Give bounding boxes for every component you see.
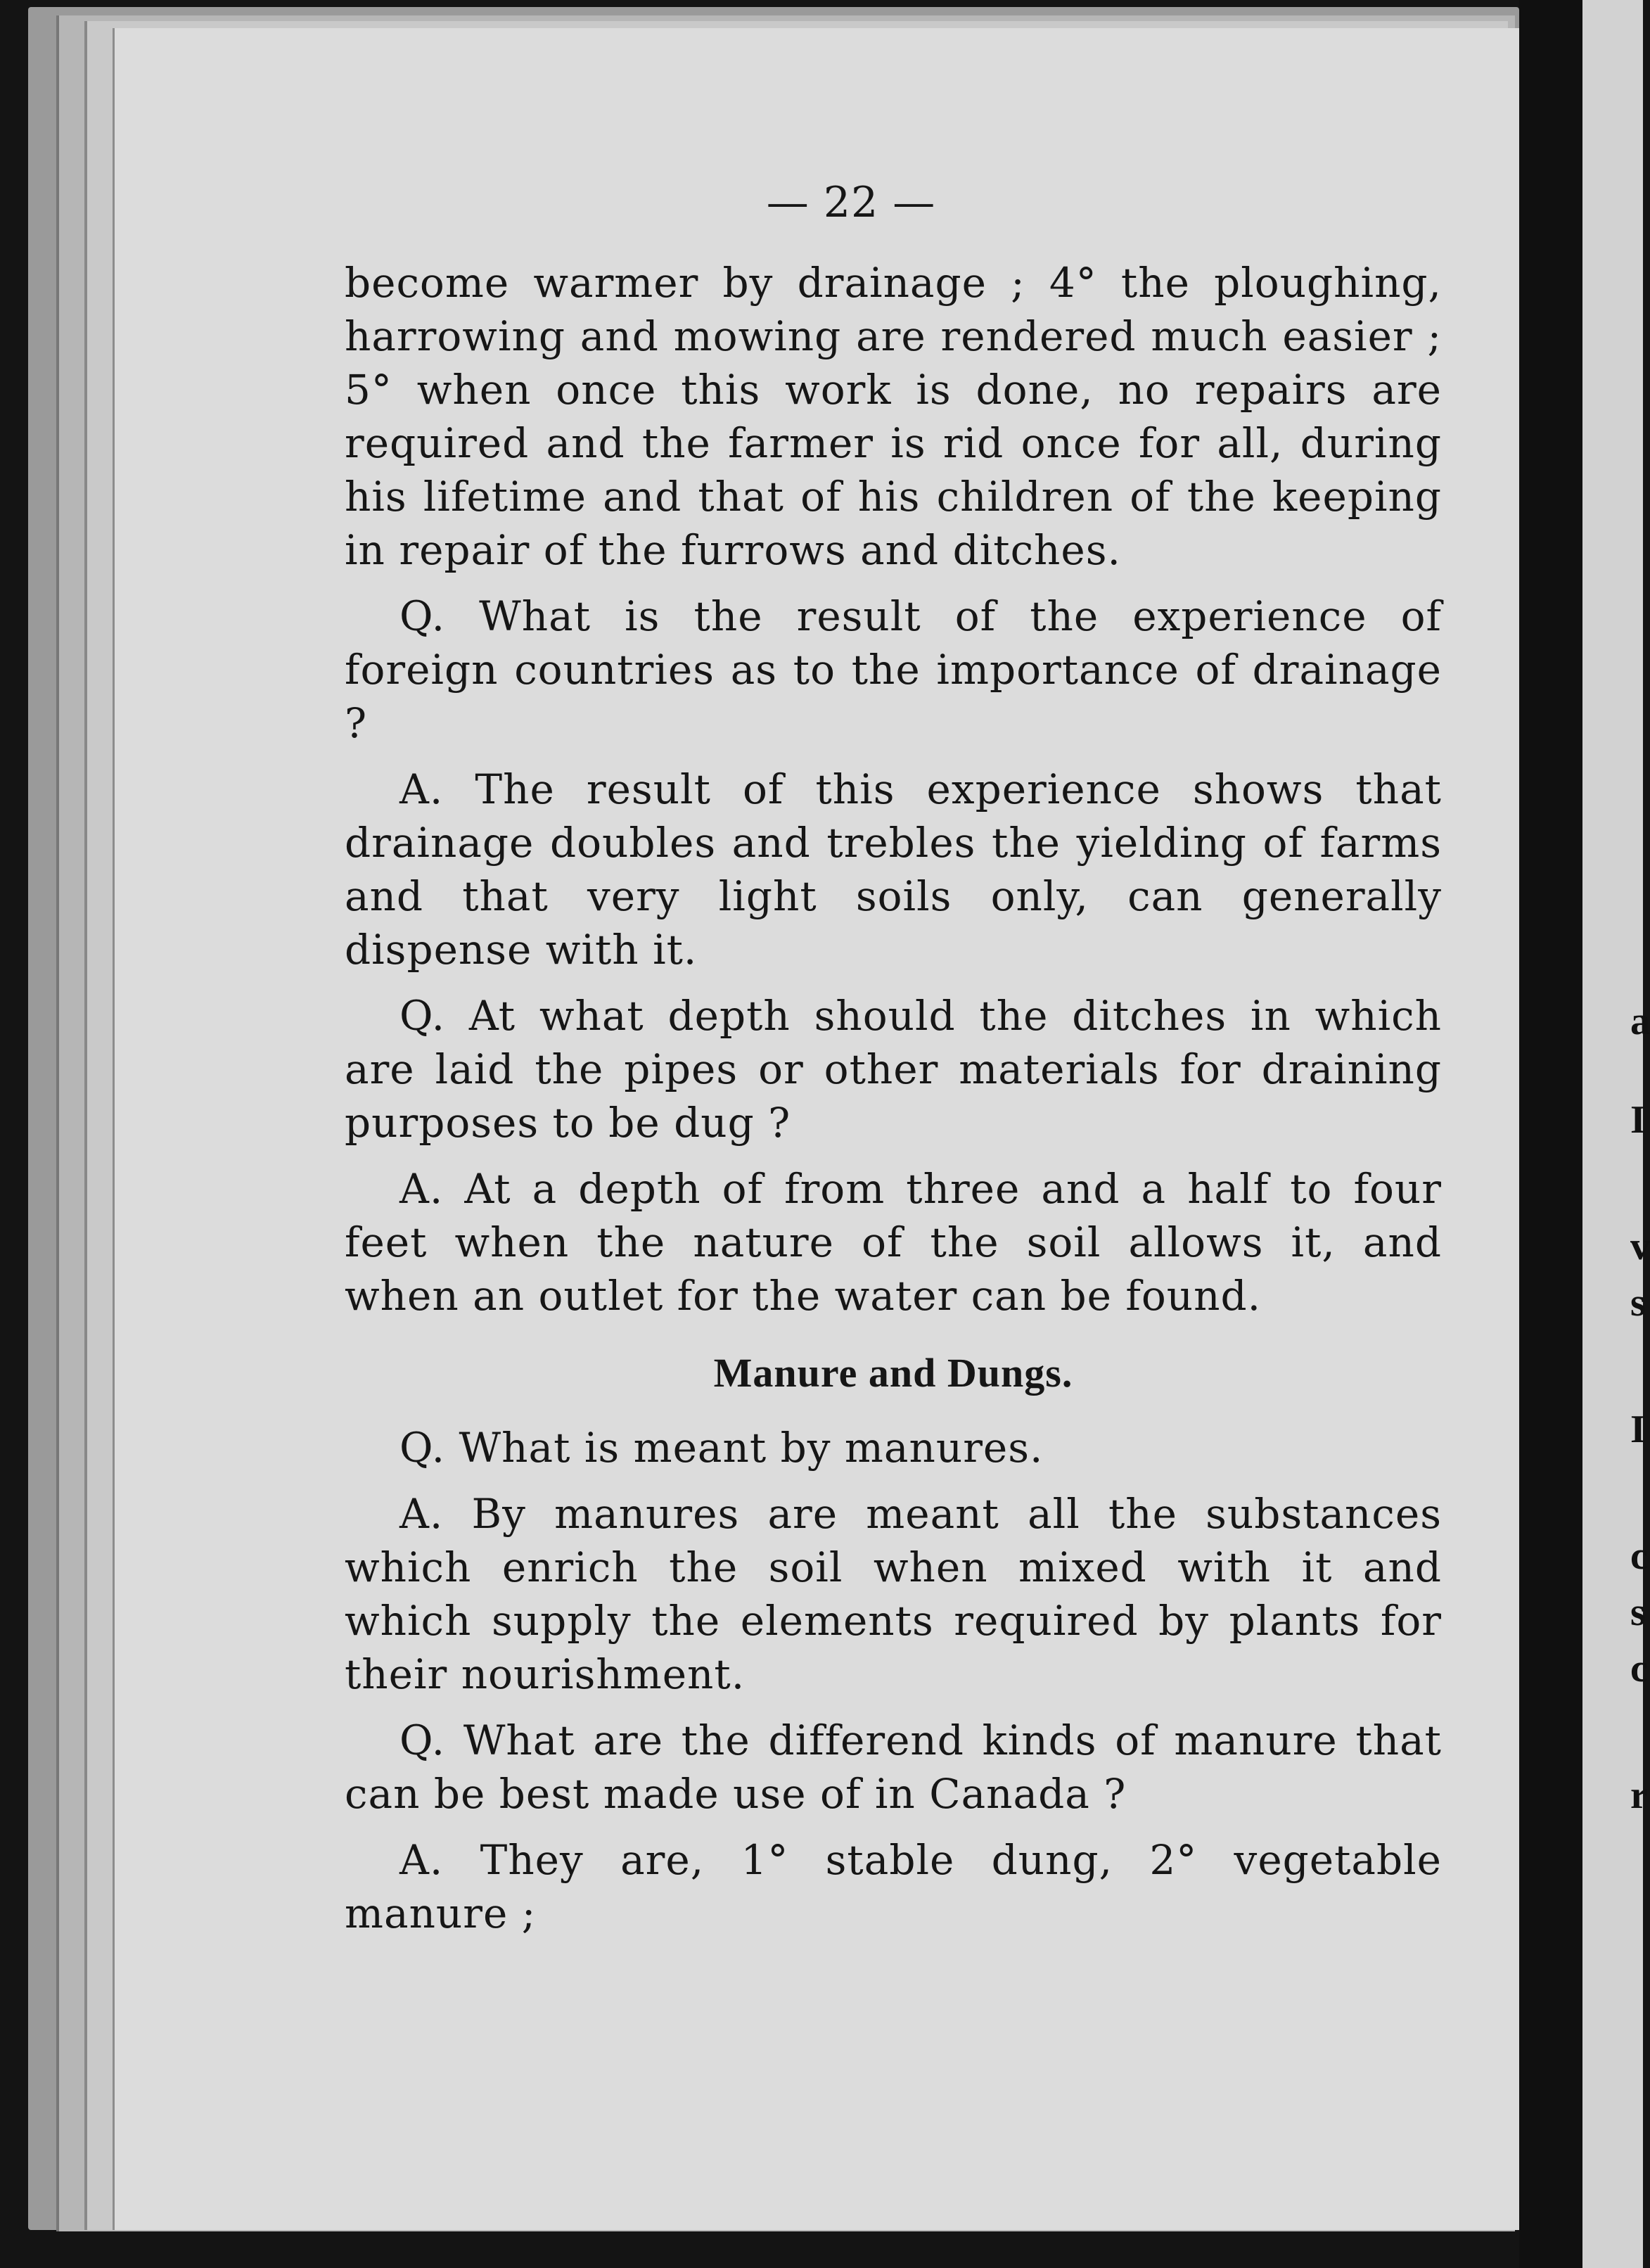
answer-foreign-experience: A. The result of this experience shows that drainage doubles and trebles the yielding of farms and that very light soils only, can generally dispense with it.	[345, 765, 1442, 974]
page-number: — 22 —	[766, 178, 936, 227]
facing-page-letter: s	[1630, 1281, 1646, 1325]
answer-manure-kinds: A. They are, 1° stable dung, 2° vegetable manure ;	[345, 1836, 1442, 1937]
question-ditch-depth: Q. At what depth should the ditches in which are laid the pipes or other materials for draining purposes to be dug ?	[345, 992, 1442, 1147]
answer-manures: A. By manures are meant all the substances which enrich the soil when mixed with it and which supply the elements required by plants for their nourishment.	[345, 1490, 1442, 1698]
question-manure-kinds: Q. What are the differend kinds of manure that can be best made use of in Canada ?	[345, 1716, 1442, 1818]
facing-page-letter: a	[1630, 1000, 1650, 1043]
page-text-block	[345, 176, 1442, 1953]
question-manures: Q. What is meant by manures.	[399, 1424, 1044, 1472]
section-heading: Manure and Dungs.	[713, 1350, 1073, 1396]
facing-page-letter: s	[1630, 1591, 1646, 1634]
facing-page-letter: r	[1630, 1773, 1648, 1817]
facing-page-letter: c	[1630, 1647, 1648, 1690]
answer-ditch-depth: A. At a depth of from three and a half to four feet when the nature of the soil allows it, and when an outlet for the water can be found.	[345, 1165, 1442, 1320]
paragraph-drainage-benefits: become warmer by drainage ; 4° the ploughing, harrowing and mowing are rendered much easier ; 5° when once this work is done, no repairs are required and the farmer is rid once for all, during his lifetime and that of his children of the keeping in repair of the furrows and ditches.	[345, 259, 1442, 574]
facing-page-letter: I	[1630, 1098, 1646, 1142]
facing-page-letter: c	[1630, 1534, 1648, 1578]
facing-page-letter: I	[1630, 1408, 1646, 1451]
book-gutter	[1519, 0, 1582, 2268]
facing-page-letter: v	[1630, 1225, 1650, 1268]
question-foreign-experience: Q. What is the result of the experience of foreign countries as to the importance of drainage ?	[345, 592, 1442, 747]
